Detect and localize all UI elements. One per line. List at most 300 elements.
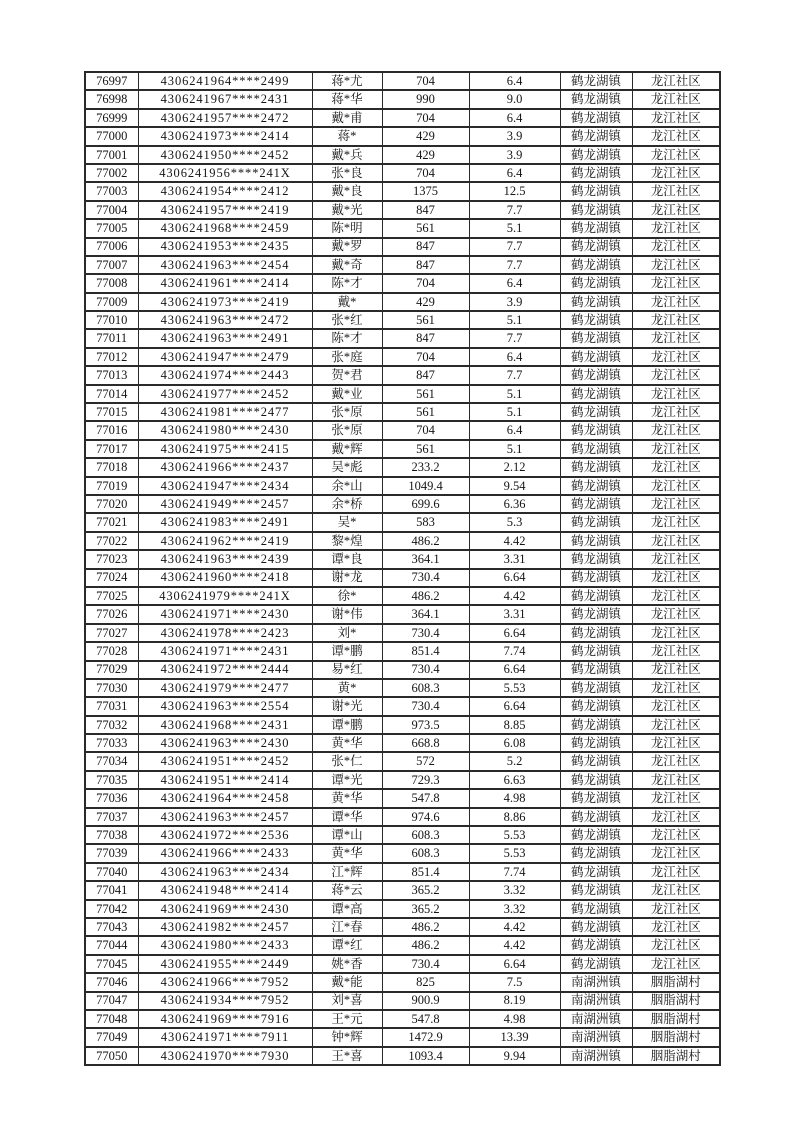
cell-name: 戴*业 [312,385,382,403]
cell-town: 鹤龙湖镇 [560,238,632,256]
table-row [85,495,720,513]
cell-id: 4306241966****2437 [138,458,312,476]
cell-seq: 77007 [85,256,138,274]
cell-seq: 77036 [85,789,138,807]
cell-seq: 77006 [85,238,138,256]
cell-seq: 77032 [85,716,138,734]
cell-amount: 730.4 [382,955,469,973]
cell-name: 谢*伟 [312,605,382,623]
cell-village: 龙江社区 [632,900,720,918]
cell-town: 鹤龙湖镇 [560,274,632,292]
table-row [85,587,720,605]
cell-village: 龙江社区 [632,587,720,605]
cell-seq: 77023 [85,550,138,568]
cell-town: 鹤龙湖镇 [560,826,632,844]
cell-town: 鹤龙湖镇 [560,661,632,679]
cell-rate: 4.98 [469,789,560,807]
table-row [85,293,720,311]
cell-town: 鹤龙湖镇 [560,734,632,752]
cell-town: 鹤龙湖镇 [560,863,632,881]
cell-amount: 847 [382,201,469,219]
cell-id: 4306241963****2454 [138,256,312,274]
cell-name: 黄*华 [312,734,382,752]
cell-name: 谭*红 [312,936,382,954]
cell-town: 鹤龙湖镇 [560,219,632,237]
cell-name: 张*原 [312,403,382,421]
cell-seq: 77024 [85,569,138,587]
cell-rate: 6.64 [469,697,560,715]
cell-name: 谢*光 [312,697,382,715]
cell-name: 江*春 [312,918,382,936]
table-row [85,256,720,274]
cell-seq: 76998 [85,90,138,108]
cell-seq: 77041 [85,881,138,899]
cell-rate: 7.74 [469,642,560,660]
cell-town: 鹤龙湖镇 [560,164,632,182]
cell-id: 4306241970****7930 [138,1047,312,1065]
cell-village: 龙江社区 [632,164,720,182]
cell-village: 龙江社区 [632,808,720,826]
cell-name: 钟*辉 [312,1028,382,1046]
cell-seq: 77005 [85,219,138,237]
cell-seq: 77050 [85,1047,138,1065]
cell-amount: 561 [382,440,469,458]
cell-village: 龙江社区 [632,826,720,844]
table-row [85,955,720,973]
cell-seq: 77000 [85,127,138,145]
cell-rate: 3.9 [469,146,560,164]
cell-village: 龙江社区 [632,863,720,881]
cell-town: 鹤龙湖镇 [560,403,632,421]
table-row [85,605,720,623]
cell-name: 黎*煌 [312,532,382,550]
cell-id: 4306241971****2430 [138,605,312,623]
cell-name: 张*原 [312,421,382,439]
cell-village: 龙江社区 [632,366,720,384]
cell-amount: 608.3 [382,679,469,697]
cell-amount: 847 [382,329,469,347]
cell-name: 谭*良 [312,550,382,568]
cell-name: 张*庭 [312,348,382,366]
table-row [85,918,720,936]
cell-village: 龙江社区 [632,477,720,495]
cell-town: 鹤龙湖镇 [560,624,632,642]
cell-id: 4306241966****2433 [138,844,312,862]
cell-town: 鹤龙湖镇 [560,900,632,918]
cell-amount: 699.6 [382,495,469,513]
cell-village: 胭脂湖村 [632,973,720,991]
cell-id: 4306241962****2419 [138,532,312,550]
cell-amount: 365.2 [382,881,469,899]
table-row [85,642,720,660]
cell-seq: 77021 [85,513,138,531]
cell-town: 鹤龙湖镇 [560,293,632,311]
cell-rate: 5.53 [469,679,560,697]
cell-name: 谭*光 [312,771,382,789]
cell-amount: 572 [382,752,469,770]
cell-village: 龙江社区 [632,127,720,145]
cell-village: 胭脂湖村 [632,1028,720,1046]
cell-village: 龙江社区 [632,311,720,329]
cell-seq: 77031 [85,697,138,715]
cell-rate: 5.53 [469,844,560,862]
cell-town: 鹤龙湖镇 [560,642,632,660]
table-row [85,329,720,347]
cell-name: 贺*君 [312,366,382,384]
cell-town: 鹤龙湖镇 [560,201,632,219]
cell-id: 4306241969****2430 [138,900,312,918]
table-row [85,477,720,495]
table-row [85,569,720,587]
cell-village: 龙江社区 [632,844,720,862]
cell-id: 4306241964****2458 [138,789,312,807]
cell-id: 4306241967****2431 [138,90,312,108]
table-row [85,900,720,918]
cell-name: 王*喜 [312,1047,382,1065]
cell-village: 龙江社区 [632,716,720,734]
cell-rate: 6.4 [469,348,560,366]
table-row [85,458,720,476]
cell-rate: 3.31 [469,550,560,568]
cell-rate: 13.39 [469,1028,560,1046]
cell-id: 4306241963****2491 [138,329,312,347]
cell-amount: 825 [382,973,469,991]
cell-id: 4306241971****7911 [138,1028,312,1046]
table-row [85,72,720,90]
cell-seq: 77011 [85,329,138,347]
cell-id: 4306241983****2491 [138,513,312,531]
cell-town: 鹤龙湖镇 [560,421,632,439]
cell-amount: 730.4 [382,569,469,587]
table-row [85,1047,720,1065]
cell-name: 谭*高 [312,900,382,918]
cell-town: 鹤龙湖镇 [560,532,632,550]
table-row [85,109,720,127]
records-table [84,71,721,1066]
cell-seq: 77019 [85,477,138,495]
cell-rate: 5.1 [469,219,560,237]
cell-amount: 429 [382,127,469,145]
cell-rate: 5.1 [469,385,560,403]
cell-seq: 77039 [85,844,138,862]
cell-amount: 704 [382,164,469,182]
cell-id: 4306241956****241X [138,164,312,182]
cell-town: 鹤龙湖镇 [560,72,632,90]
cell-town: 鹤龙湖镇 [560,697,632,715]
cell-rate: 5.1 [469,440,560,458]
cell-amount: 547.8 [382,789,469,807]
cell-amount: 547.8 [382,1010,469,1028]
cell-id: 4306241964****2499 [138,72,312,90]
table-row [85,513,720,531]
cell-town: 鹤龙湖镇 [560,109,632,127]
cell-rate: 6.63 [469,771,560,789]
cell-seq: 77047 [85,992,138,1010]
cell-amount: 561 [382,311,469,329]
cell-seq: 77038 [85,826,138,844]
cell-village: 龙江社区 [632,385,720,403]
cell-name: 王*元 [312,1010,382,1028]
cell-village: 龙江社区 [632,182,720,200]
cell-rate: 7.7 [469,256,560,274]
cell-amount: 730.4 [382,697,469,715]
cell-village: 龙江社区 [632,458,720,476]
cell-town: 南湖洲镇 [560,1047,632,1065]
cell-town: 鹤龙湖镇 [560,550,632,568]
table-row [85,440,720,458]
cell-amount: 990 [382,90,469,108]
cell-id: 4306241951****2414 [138,771,312,789]
table-row [85,863,720,881]
cell-name: 谢*龙 [312,569,382,587]
cell-village: 龙江社区 [632,605,720,623]
cell-id: 4306241980****2430 [138,421,312,439]
cell-amount: 561 [382,219,469,237]
cell-town: 南湖洲镇 [560,992,632,1010]
cell-name: 戴*光 [312,201,382,219]
cell-name: 戴*甫 [312,109,382,127]
cell-village: 胭脂湖村 [632,1010,720,1028]
cell-amount: 364.1 [382,550,469,568]
table-row [85,973,720,991]
cell-village: 龙江社区 [632,679,720,697]
cell-name: 徐* [312,587,382,605]
cell-rate: 9.0 [469,90,560,108]
table-row [85,1028,720,1046]
cell-village: 龙江社区 [632,274,720,292]
cell-seq: 77017 [85,440,138,458]
cell-village: 胭脂湖村 [632,1047,720,1065]
cell-town: 鹤龙湖镇 [560,440,632,458]
cell-name: 黄* [312,679,382,697]
cell-name: 陈*才 [312,274,382,292]
cell-amount: 1093.4 [382,1047,469,1065]
cell-id: 4306241934****7952 [138,992,312,1010]
cell-rate: 8.19 [469,992,560,1010]
cell-amount: 365.2 [382,900,469,918]
cell-amount: 730.4 [382,624,469,642]
cell-amount: 704 [382,109,469,127]
cell-town: 鹤龙湖镇 [560,348,632,366]
table-row [85,1010,720,1028]
cell-seq: 77008 [85,274,138,292]
cell-amount: 847 [382,366,469,384]
cell-seq: 77014 [85,385,138,403]
cell-town: 鹤龙湖镇 [560,477,632,495]
cell-rate: 5.53 [469,826,560,844]
cell-seq: 77046 [85,973,138,991]
cell-id: 4306241963****2457 [138,808,312,826]
cell-village: 龙江社区 [632,550,720,568]
table-row [85,219,720,237]
cell-name: 蒋*华 [312,90,382,108]
cell-rate: 6.08 [469,734,560,752]
cell-village: 龙江社区 [632,881,720,899]
cell-village: 龙江社区 [632,440,720,458]
table-row [85,90,720,108]
table-row [85,771,720,789]
cell-id: 4306241977****2452 [138,385,312,403]
cell-amount: 704 [382,421,469,439]
cell-town: 鹤龙湖镇 [560,385,632,403]
cell-rate: 6.4 [469,164,560,182]
cell-id: 4306241978****2423 [138,624,312,642]
table-row [85,348,720,366]
cell-amount: 704 [382,348,469,366]
cell-amount: 561 [382,403,469,421]
cell-village: 龙江社区 [632,109,720,127]
table-row [85,624,720,642]
cell-id: 4306241968****2459 [138,219,312,237]
cell-id: 4306241963****2434 [138,863,312,881]
cell-town: 鹤龙湖镇 [560,955,632,973]
cell-name: 江*辉 [312,863,382,881]
cell-name: 谭*山 [312,826,382,844]
cell-town: 鹤龙湖镇 [560,605,632,623]
cell-id: 4306241975****2415 [138,440,312,458]
cell-name: 戴*罗 [312,238,382,256]
cell-rate: 4.98 [469,1010,560,1028]
table-row [85,716,720,734]
cell-rate: 7.7 [469,201,560,219]
cell-village: 龙江社区 [632,734,720,752]
cell-town: 鹤龙湖镇 [560,256,632,274]
cell-town: 鹤龙湖镇 [560,329,632,347]
cell-village: 龙江社区 [632,495,720,513]
cell-town: 鹤龙湖镇 [560,146,632,164]
cell-village: 龙江社区 [632,661,720,679]
cell-amount: 668.8 [382,734,469,752]
cell-id: 4306241973****2419 [138,293,312,311]
cell-town: 鹤龙湖镇 [560,182,632,200]
cell-name: 刘* [312,624,382,642]
cell-village: 龙江社区 [632,256,720,274]
cell-village: 龙江社区 [632,789,720,807]
cell-name: 蒋* [312,127,382,145]
cell-amount: 233.2 [382,458,469,476]
cell-rate: 4.42 [469,936,560,954]
cell-name: 余*桥 [312,495,382,513]
cell-name: 戴*兵 [312,146,382,164]
cell-seq: 77037 [85,808,138,826]
cell-village: 龙江社区 [632,697,720,715]
cell-name: 黄*华 [312,844,382,862]
cell-name: 蒋*云 [312,881,382,899]
cell-id: 4306241963****2430 [138,734,312,752]
table-row [85,734,720,752]
cell-rate: 7.74 [469,863,560,881]
cell-id: 4306241972****2444 [138,661,312,679]
table-row [85,366,720,384]
cell-seq: 76997 [85,72,138,90]
cell-id: 4306241953****2435 [138,238,312,256]
cell-rate: 7.5 [469,973,560,991]
cell-seq: 77016 [85,421,138,439]
cell-id: 4306241963****2554 [138,697,312,715]
cell-id: 4306241957****2472 [138,109,312,127]
cell-id: 4306241966****7952 [138,973,312,991]
cell-village: 龙江社区 [632,532,720,550]
cell-seq: 77027 [85,624,138,642]
cell-amount: 847 [382,238,469,256]
cell-name: 蒋*尤 [312,72,382,90]
table-row [85,146,720,164]
cell-seq: 77003 [85,182,138,200]
cell-town: 南湖洲镇 [560,1028,632,1046]
cell-rate: 5.1 [469,403,560,421]
cell-town: 鹤龙湖镇 [560,366,632,384]
cell-id: 4306241969****7916 [138,1010,312,1028]
cell-amount: 608.3 [382,826,469,844]
cell-village: 龙江社区 [632,936,720,954]
cell-amount: 486.2 [382,587,469,605]
cell-id: 4306241961****2414 [138,274,312,292]
cell-town: 鹤龙湖镇 [560,569,632,587]
cell-amount: 704 [382,274,469,292]
cell-id: 4306241968****2431 [138,716,312,734]
cell-id: 4306241954****2412 [138,182,312,200]
cell-village: 龙江社区 [632,348,720,366]
cell-rate: 3.32 [469,900,560,918]
cell-id: 4306241979****241X [138,587,312,605]
cell-name: 姚*香 [312,955,382,973]
cell-id: 4306241950****2452 [138,146,312,164]
cell-seq: 77013 [85,366,138,384]
cell-id: 4306241947****2434 [138,477,312,495]
table-row [85,201,720,219]
cell-name: 戴*辉 [312,440,382,458]
cell-name: 吴* [312,513,382,531]
cell-amount: 583 [382,513,469,531]
cell-amount: 1049.4 [382,477,469,495]
cell-amount: 1472.9 [382,1028,469,1046]
cell-village: 龙江社区 [632,90,720,108]
cell-amount: 729.3 [382,771,469,789]
cell-town: 鹤龙湖镇 [560,716,632,734]
cell-town: 鹤龙湖镇 [560,311,632,329]
cell-amount: 973.5 [382,716,469,734]
cell-town: 鹤龙湖镇 [560,127,632,145]
table-row [85,532,720,550]
cell-rate: 6.4 [469,274,560,292]
cell-seq: 77040 [85,863,138,881]
cell-village: 龙江社区 [632,72,720,90]
cell-amount: 486.2 [382,918,469,936]
cell-seq: 77049 [85,1028,138,1046]
cell-rate: 8.85 [469,716,560,734]
cell-seq: 77004 [85,201,138,219]
cell-town: 鹤龙湖镇 [560,587,632,605]
table-row [85,385,720,403]
cell-town: 鹤龙湖镇 [560,789,632,807]
cell-amount: 847 [382,256,469,274]
cell-amount: 851.4 [382,863,469,881]
cell-seq: 77025 [85,587,138,605]
cell-rate: 9.54 [469,477,560,495]
cell-seq: 77034 [85,752,138,770]
cell-rate: 7.7 [469,238,560,256]
cell-name: 谭*华 [312,808,382,826]
cell-rate: 5.2 [469,752,560,770]
table-row [85,808,720,826]
cell-name: 谭*鹏 [312,642,382,660]
cell-seq: 77022 [85,532,138,550]
cell-amount: 1375 [382,182,469,200]
cell-name: 吴*彪 [312,458,382,476]
cell-name: 刘*喜 [312,992,382,1010]
cell-town: 鹤龙湖镇 [560,936,632,954]
table-row [85,164,720,182]
